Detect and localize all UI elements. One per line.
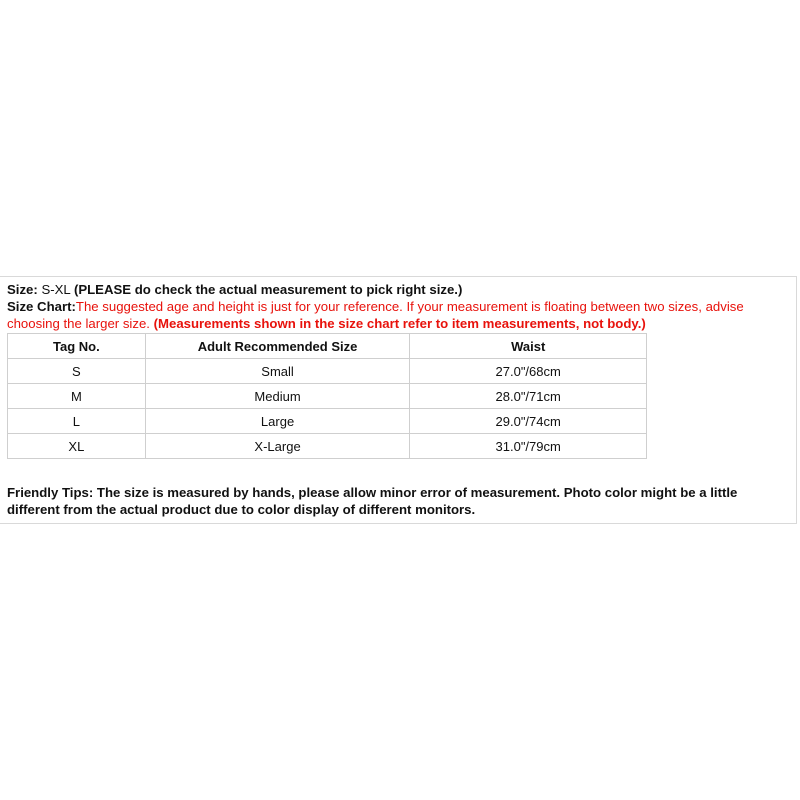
column-header-tag: Tag No. bbox=[8, 334, 146, 359]
size-line bbox=[7, 282, 462, 298]
table-row bbox=[8, 359, 647, 384]
cell-waist: 27.0"/68cm bbox=[410, 359, 647, 384]
table-row bbox=[8, 434, 647, 459]
cell-tag: M bbox=[8, 384, 146, 409]
cell-size: Large bbox=[145, 409, 410, 434]
cell-tag: L bbox=[8, 409, 146, 434]
size-value: S-XL bbox=[37, 282, 74, 297]
size-label: Size: bbox=[7, 282, 38, 297]
size-chart-line-2 bbox=[7, 316, 646, 332]
friendly-tips: Friendly Tips: The size is measured by hands, please allow minor error of measurement. Photo color might be a little different from the actual product due to color display of different monitors. bbox=[7, 485, 738, 517]
column-header-waist: Waist bbox=[410, 334, 647, 359]
size-chart-note: The suggested age and height is just for your reference. If your measurement is floating between two sizes, advise bbox=[75, 299, 744, 314]
table-header-row bbox=[8, 334, 647, 359]
size-table bbox=[7, 333, 647, 459]
cell-tag: S bbox=[8, 359, 146, 384]
cell-size: Small bbox=[145, 359, 410, 384]
cell-size: X-Large bbox=[145, 434, 410, 459]
size-chart-line bbox=[7, 299, 744, 315]
table-row bbox=[8, 409, 647, 434]
column-header-size: Adult Recommended Size bbox=[145, 334, 410, 359]
size-chart-label: Size Chart: bbox=[7, 299, 76, 314]
size-chart-note-2: choosing the larger size. bbox=[7, 316, 154, 331]
cell-waist: 31.0"/79cm bbox=[410, 434, 647, 459]
size-note: (PLEASE do check the actual measurement to pick right size.) bbox=[73, 282, 463, 297]
measurement-note: (Measurements shown in the size chart refer to item measurements, not body.) bbox=[153, 316, 646, 331]
cell-waist: 28.0"/71cm bbox=[410, 384, 647, 409]
cell-size: Medium bbox=[145, 384, 410, 409]
cell-tag: XL bbox=[8, 434, 146, 459]
table-row bbox=[8, 384, 647, 409]
cell-waist: 29.0"/74cm bbox=[410, 409, 647, 434]
